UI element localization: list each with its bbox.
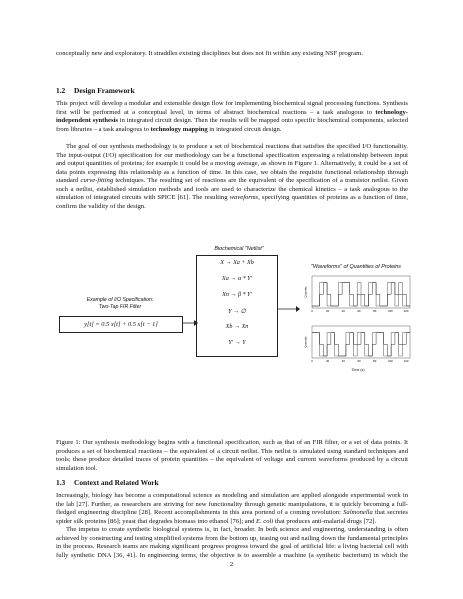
x-tick-label: 40 bbox=[341, 359, 345, 363]
plot-xlabel: Time (s) bbox=[351, 368, 365, 372]
x-tick-label: 80 bbox=[373, 359, 377, 363]
design-framework-paragraph-1: This project will develop a modular and extensible design flow for implementing biochemical signal processing functions. Synthesis first will be performed at a conceptual level, in terms of abstract biochemical reactions – a task analogous to technology-independent synthesis in integrated circuit design. Then the results will be mapped onto specific biochemical components, selected from libraries – a task analogous to technology mapping in integrated circuit design. bbox=[56, 100, 408, 133]
x-tick-label: 20 bbox=[326, 359, 330, 363]
x-tick-label: 60 bbox=[357, 359, 361, 363]
section-title: Design Framework bbox=[74, 86, 135, 95]
x-tick-label: 80 bbox=[373, 309, 377, 313]
page-number: 2 bbox=[229, 561, 234, 568]
section-number: 1.2 bbox=[56, 86, 66, 95]
top-fragment: conceptually new and exploratory. It straddles existing disciplines but does not fit within any existing NSF program. bbox=[56, 50, 363, 57]
reaction: Xa → α * Y′ bbox=[222, 276, 252, 282]
related-work-paragraph-1: Increasingly, biology has become a computational science as modeling and simulation are applied alongside experimental work in the lab [27]. Further, as researchers are striving for new functionality through genetic manipulations, it is quickly becoming a full-fledged engineering discipline [28]. Recent accomplishments in this area portend of a coming revolution: Salmonella that secretes spider silk proteins [86]; yeast that degrades biomass into ethanol [76]; and E. coli that produces anti-malarial drugs [72]. bbox=[56, 492, 408, 525]
reaction: Xb → Xn bbox=[225, 324, 249, 330]
design-framework-paragraph-2: The goal of our synthesis methodology is to produce a set of biochemical reactions that satisfies the specified I/O functionality. The input-output (I/O) specification for our methodology can be a functional specification expressing a relationship between input and output quantities of proteins; for example it could be a moving average, as shown in Figure 1. Alternatively, it could be a set of data points expressing this relationship as a function of time. In this case, we obtain the requisite functional relationship through standard curve-fitting techniques. The resulting set of reactions are the equivalent of the specification of a transistor netlist. Given such a netlist, established simulation methods and tools are used to characterize the chemical kinetics – a task analogous to the simulation of integrated circuits with SPICE [61]. The resulting waveforms, specifying quantities of proteins as a function of time, confirm the validity of the design. bbox=[56, 143, 408, 210]
x-tick-label: 0 bbox=[311, 309, 313, 313]
x-tick-label: 120 bbox=[403, 359, 409, 363]
waveform-plot-bottom bbox=[304, 324, 412, 366]
waveforms-label: "Waveforms" of Quantities of Proteins bbox=[310, 264, 401, 270]
fir-equation-box: y[t] = 0.5 x[t] + 0.5 x[t − 1] bbox=[59, 316, 183, 333]
plot-ylabel: Quantity bbox=[304, 286, 308, 298]
x-tick-label: 100 bbox=[388, 359, 393, 363]
reaction: Y → ∅ bbox=[228, 309, 246, 315]
figure-1 bbox=[56, 244, 408, 434]
plot-ylabel: Quantity bbox=[304, 336, 308, 348]
x-tick-label: 20 bbox=[326, 309, 330, 313]
section-number: 1.3 bbox=[56, 478, 66, 487]
reaction: Xn → β * Y′ bbox=[222, 292, 252, 298]
figure-caption: Figure 1: Our synthesis methodology begins with a functional specification, such as that of an FIR filter, or a set of data points. It produces a set of biochemical reactions – the equivalent of a circuit netlist. This netlist is simulated using standard techniques and tools; these produce detailed traces of protein quantities – the equivalent of voltage and current waveforms produced by a circuit simulation tool. bbox=[56, 439, 408, 472]
arrow-to-waveforms-icon bbox=[278, 304, 300, 314]
section-heading-1-3 bbox=[56, 478, 159, 487]
section-title: Context and Related Work bbox=[74, 478, 159, 487]
x-tick-label: 100 bbox=[388, 309, 393, 313]
waveform-series-line bbox=[312, 333, 410, 356]
x-tick-label: 0 bbox=[311, 359, 313, 363]
waveform-plot-top bbox=[304, 274, 412, 316]
netlist-label: Biochemical "Netlist" bbox=[214, 246, 264, 252]
reaction: X → Xa + Xb bbox=[220, 260, 254, 266]
related-work-paragraph-2: The impetus to create synthetic biological systems is, in fact, broader. In both science and engineering, understanding is often achieved by constructing and testing simplified systems from the bottom up, teasing out and nailing down the fundamental principles in the process. Research teams are making significant progress progress toward the goal of artificial life: a living bacterial cell with fully synthetic DNA [36, 41]. In engineering terms, the objective is to assemble a machine (a synthetic bacterium) in which the bbox=[56, 526, 408, 559]
x-tick-label: 40 bbox=[341, 309, 345, 313]
reaction: Y′ → Y bbox=[228, 340, 246, 346]
x-tick-label: 60 bbox=[357, 309, 361, 313]
section-heading-1-2 bbox=[56, 86, 135, 95]
netlist-box bbox=[196, 255, 278, 357]
example-spec-label: Example of I/O Specification: Two-Tap FIR Filter bbox=[86, 297, 154, 310]
x-tick-label: 120 bbox=[403, 309, 409, 313]
